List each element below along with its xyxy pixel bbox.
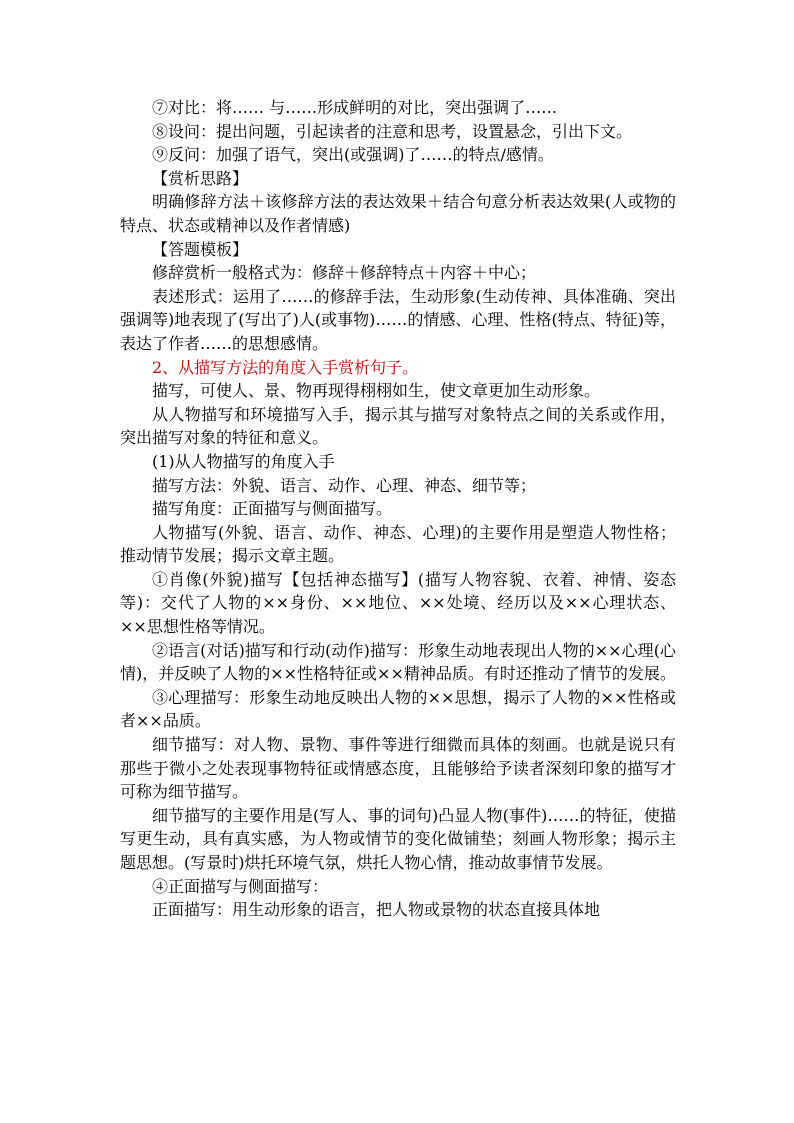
paragraph-expression-form: 表述形式：运用了……的修辞手法，生动形象(生动传神、具体准确、突出强调等)地表现了(写出了)人(或事物)……的情感、心理、性格(特点、特征)等，表达了作者……的思想感情。 — [120, 286, 676, 353]
body-text — [120, 96, 676, 922]
paragraph-character-role: 人物描写(外貌、语言、动作、神态、心理)的主要作用是塑造人物性格；推动情节发展；揭示文章主题。 — [120, 522, 676, 566]
subheading-character-description: (1)从人物描写的角度入手 — [152, 451, 335, 471]
paragraph-direct-indirect-heading: ④正面描写与侧面描写： — [152, 876, 329, 896]
heading-analysis-approach: 【赏析思路】 — [152, 168, 249, 188]
paragraph-counter-question: ⑨反问：加强了语气，突出(或强调)了……的特点/感情。 — [152, 145, 554, 165]
paragraph-description-intro: 描写，可使人、景、物再现得栩栩如生，使文章更加生动形象。 — [152, 381, 601, 401]
paragraph-contrast: ⑦对比：将…… 与……形成鲜明的对比，突出强调了…… — [152, 98, 558, 117]
paragraph-answer-format: 修辞赏析一般格式为：修辞＋修辞特点＋内容＋中心； — [152, 263, 537, 283]
paragraph-portrait-description: ①肖像(外貌)描写【包括神态描写】(描写人物容貌、衣着、神情、姿态等)：交代了人物的××身份、××地位、××处境、经历以及××心理状态、××思想性格等情况。 — [120, 569, 676, 637]
paragraph-psychological-description: ③心理描写：形象生动地反映出人物的××思想，揭示了人物的××性格或者××品质。 — [120, 687, 676, 731]
paragraph-speech-action-description: ②语言(对话)描写和行动(动作)描写：形象生动地表现出人物的××心理(心情)，并反映了人物的××性格特征或××精神品质。有时还推动了情节的发展。 — [120, 640, 676, 684]
paragraph-detail-role: 细节描写的主要作用是(写人、事的词句)凸显人物(事件)……的特征，使描写更生动，具有真实感，为人物或情节的变化做铺垫；刻画人物形象；揭示主题思想。(写景时)烘托环境气氛，烘托人物心情，推动故事情节发展。 — [120, 805, 676, 872]
paragraph-description-angles: 描写角度：正面描写与侧面描写。 — [152, 499, 393, 519]
paragraph-direct-description: 正面描写：用生动形象的语言，把人物或景物的状态直接具体地 — [152, 900, 601, 920]
paragraph-detail-description: 细节描写：对人物、景物、事件等进行细微而具体的刻画。也就是说只有那些于微小之处表现事物特征或情感态度，且能够给予读者深刻印象的描写才可称为细节描写。 — [120, 735, 676, 802]
paragraph-rhetorical-question: ⑧设问：提出问题，引起读者的注意和思考，设置悬念，引出下文。 — [152, 121, 633, 141]
heading-answer-template: 【答题模板】 — [152, 239, 249, 259]
paragraph-description-approach: 从人物描写和环境描写入手，揭示其与描写对象特点之间的关系或作用，突出描写对象的特征和意义。 — [120, 404, 676, 448]
paragraph-description-methods: 描写方法：外貌、语言、动作、心理、神态、细节等； — [152, 475, 537, 495]
paragraph-analysis-approach: 明确修辞方法＋该修辞方法的表达效果＋结合句意分析表达效果(人或物的特点、状态或精神以及作者情感) — [120, 192, 676, 235]
section-heading-description: 2、从描写方法的角度入手赏析句子。 — [152, 357, 419, 377]
